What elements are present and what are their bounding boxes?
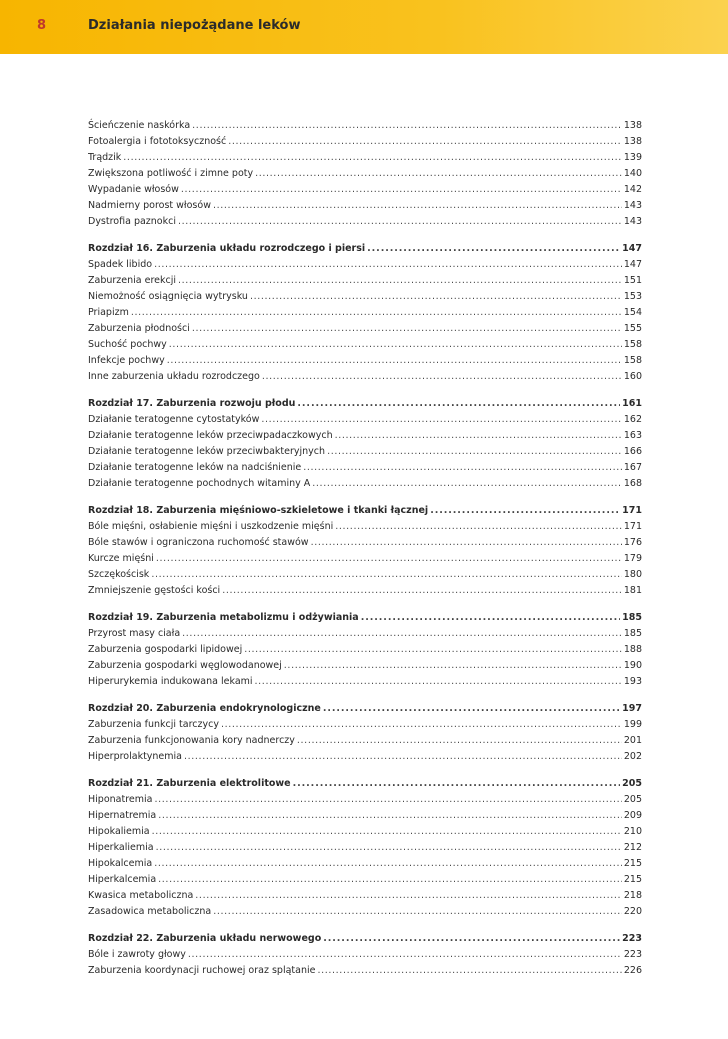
toc-entry-title: Bóle mięśni, osłabienie mięśni i uszkodzenie mięśni bbox=[88, 521, 334, 532]
toc-leader-dots bbox=[284, 658, 622, 674]
toc-leader-dots bbox=[255, 674, 622, 690]
toc-leader-dots bbox=[361, 610, 620, 626]
toc-entry-title: Działanie teratogenne leków na nadciśnienie bbox=[88, 462, 302, 473]
toc-entry-row bbox=[88, 808, 642, 824]
toc-page-number: 185 bbox=[623, 628, 642, 639]
toc-leader-dots bbox=[158, 872, 622, 888]
toc-entry-row bbox=[88, 198, 642, 214]
toc-leader-dots bbox=[312, 476, 622, 492]
toc-entry-row bbox=[88, 353, 642, 369]
toc-entry-row bbox=[88, 674, 642, 690]
toc-entry-row bbox=[88, 166, 642, 182]
toc-page-number: 171 bbox=[622, 505, 642, 516]
toc-chapter-row bbox=[88, 776, 642, 792]
toc-page-number: 158 bbox=[623, 339, 642, 350]
toc-entry-title: Działanie teratogenne pochodnych witaminy A bbox=[88, 478, 311, 489]
toc-entry-row bbox=[88, 872, 642, 888]
toc-leader-dots bbox=[158, 808, 622, 824]
toc-leader-dots bbox=[250, 289, 622, 305]
toc-entry-title: Suchość pochwy bbox=[88, 339, 167, 350]
toc-entry-row bbox=[88, 337, 642, 353]
toc-leader-dots bbox=[317, 963, 621, 979]
toc-page-number: 188 bbox=[623, 644, 642, 655]
toc-entry-row bbox=[88, 642, 642, 658]
toc-leader-dots bbox=[303, 460, 622, 476]
toc-entry-row bbox=[88, 658, 642, 674]
toc-leader-dots bbox=[184, 749, 622, 765]
toc-page-number: 199 bbox=[623, 719, 642, 730]
toc-entry-row bbox=[88, 369, 642, 385]
toc-leader-dots bbox=[156, 840, 622, 856]
toc-leader-dots bbox=[181, 182, 622, 198]
toc-entry-row bbox=[88, 824, 642, 840]
toc-entry-title: Hipokaliemia bbox=[88, 826, 150, 837]
toc-entry-row bbox=[88, 904, 642, 920]
toc-page-number: 143 bbox=[623, 200, 642, 211]
toc-page-number: 153 bbox=[623, 291, 642, 302]
toc-leader-dots bbox=[151, 567, 622, 583]
toc-page-number: 197 bbox=[622, 703, 642, 714]
toc-entry-row bbox=[88, 840, 642, 856]
toc-leader-dots bbox=[182, 626, 622, 642]
table-of-contents bbox=[88, 118, 642, 979]
toc-page-number: 151 bbox=[623, 275, 642, 286]
toc-page-number: 179 bbox=[623, 553, 642, 564]
toc-entry-row bbox=[88, 182, 642, 198]
toc-entry-row bbox=[88, 460, 642, 476]
toc-chapter-row bbox=[88, 241, 642, 257]
toc-leader-dots bbox=[195, 888, 622, 904]
running-title: Działania niepożądane leków bbox=[88, 18, 301, 33]
toc-page-number: 215 bbox=[623, 858, 642, 869]
toc-page-number: 139 bbox=[623, 152, 642, 163]
toc-leader-dots bbox=[167, 353, 622, 369]
toc-page-number: 205 bbox=[622, 778, 642, 789]
toc-entry-title: Zmniejszenie gęstości kości bbox=[88, 585, 221, 596]
toc-entry-title: Zaburzenia erekcji bbox=[88, 275, 177, 286]
toc-entry-row bbox=[88, 134, 642, 150]
toc-entry-row bbox=[88, 535, 642, 551]
toc-page-number: 223 bbox=[622, 933, 642, 944]
toc-page-number: 212 bbox=[623, 842, 642, 853]
toc-leader-dots bbox=[430, 503, 620, 519]
toc-entry-title: Hiperurykemia indukowana lekami bbox=[88, 676, 253, 687]
toc-entry-row bbox=[88, 118, 642, 134]
toc-entry-row bbox=[88, 428, 642, 444]
toc-entry-row bbox=[88, 888, 642, 904]
toc-leader-dots bbox=[262, 369, 622, 385]
toc-leader-dots bbox=[154, 792, 621, 808]
toc-entry-row bbox=[88, 626, 642, 642]
page-number: 8 bbox=[37, 18, 47, 33]
toc-entry-title: Dystrofia paznokci bbox=[88, 216, 176, 227]
toc-entry-row bbox=[88, 412, 642, 428]
toc-leader-dots bbox=[213, 904, 622, 920]
toc-chapter-title: Rozdział 16. Zaburzenia układu rozrodczego i piersi bbox=[88, 243, 366, 254]
toc-entry-row bbox=[88, 519, 642, 535]
toc-entry-title: Zasadowica metaboliczna bbox=[88, 906, 212, 917]
toc-entry-title: Niemożność osiągnięcia wytrysku bbox=[88, 291, 248, 302]
toc-chapter-title: Rozdział 20. Zaburzenia endokrynologiczne bbox=[88, 703, 321, 714]
toc-entry-title: Hipokalcemia bbox=[88, 858, 153, 869]
toc-chapter-row bbox=[88, 931, 642, 947]
toc-entry-row bbox=[88, 273, 642, 289]
toc-leader-dots bbox=[367, 241, 620, 257]
toc-entry-row bbox=[88, 792, 642, 808]
toc-entry-title: Działanie teratogenne cytostatyków bbox=[88, 414, 260, 425]
toc-leader-dots bbox=[192, 321, 622, 337]
toc-leader-dots bbox=[244, 642, 622, 658]
toc-leader-dots bbox=[178, 214, 622, 230]
toc-entry-title: Nadmierny porost włosów bbox=[88, 200, 211, 211]
toc-entry-row bbox=[88, 583, 642, 599]
toc-entry-row bbox=[88, 856, 642, 872]
toc-leader-dots bbox=[261, 412, 621, 428]
toc-entry-title: Trądzik bbox=[88, 152, 122, 163]
toc-chapter-title: Rozdział 18. Zaburzenia mięśniowo-szkieletowe i tkanki łącznej bbox=[88, 505, 429, 516]
toc-leader-dots bbox=[311, 535, 622, 551]
toc-page-number: 201 bbox=[623, 735, 642, 746]
toc-entry-title: Spadek libido bbox=[88, 259, 153, 270]
toc-leader-dots bbox=[123, 150, 622, 166]
toc-page-number: 167 bbox=[623, 462, 642, 473]
toc-entry-title: Hiponatremia bbox=[88, 794, 153, 805]
toc-entry-title: Szczękościsk bbox=[88, 569, 150, 580]
toc-page-number: 202 bbox=[623, 751, 642, 762]
toc-entry-row bbox=[88, 257, 642, 273]
toc-leader-dots bbox=[154, 257, 622, 273]
toc-page-number: 162 bbox=[623, 414, 642, 425]
toc-page-number: 138 bbox=[623, 120, 642, 131]
toc-entry-title: Bóle i zawroty głowy bbox=[88, 949, 186, 960]
toc-entry-title: Zaburzenia gospodarki lipidowej bbox=[88, 644, 243, 655]
toc-entry-title: Kwasica metaboliczna bbox=[88, 890, 194, 901]
toc-page-number: 154 bbox=[623, 307, 642, 318]
toc-page-number: 215 bbox=[623, 874, 642, 885]
toc-entry-row bbox=[88, 551, 642, 567]
toc-leader-dots bbox=[152, 824, 622, 840]
toc-entry-title: Działanie teratogenne leków przeciwpadaczkowych bbox=[88, 430, 333, 441]
toc-page-number: 171 bbox=[623, 521, 642, 532]
toc-page-number: 226 bbox=[623, 965, 642, 976]
toc-page-number: 168 bbox=[623, 478, 642, 489]
toc-leader-dots bbox=[156, 551, 622, 567]
toc-entry-row bbox=[88, 289, 642, 305]
toc-page-number: 193 bbox=[623, 676, 642, 687]
toc-entry-title: Kurcze mięśni bbox=[88, 553, 154, 564]
toc-entry-row bbox=[88, 321, 642, 337]
toc-entry-title: Zaburzenia płodności bbox=[88, 323, 190, 334]
toc-entry-title: Zaburzenia funkcji tarczycy bbox=[88, 719, 219, 730]
toc-page-number: 140 bbox=[623, 168, 642, 179]
toc-page-number: 205 bbox=[623, 794, 642, 805]
toc-page-number: 163 bbox=[623, 430, 642, 441]
toc-entry-title: Zaburzenia funkcjonowania kory nadnerczy bbox=[88, 735, 295, 746]
toc-leader-dots bbox=[293, 776, 621, 792]
toc-leader-dots bbox=[131, 305, 622, 321]
toc-chapter-row bbox=[88, 610, 642, 626]
toc-page-number: 181 bbox=[623, 585, 642, 596]
toc-entry-title: Bóle stawów i ograniczona ruchomość stawów bbox=[88, 537, 309, 548]
toc-entry-row bbox=[88, 749, 642, 765]
toc-leader-dots bbox=[255, 166, 622, 182]
toc-page-number: 223 bbox=[623, 949, 642, 960]
toc-page-number: 190 bbox=[623, 660, 642, 671]
toc-entry-row bbox=[88, 733, 642, 749]
toc-page-number: 158 bbox=[623, 355, 642, 366]
toc-entry-title: Hiperprolaktynemia bbox=[88, 751, 182, 762]
toc-leader-dots bbox=[335, 519, 622, 535]
toc-page-number: 180 bbox=[623, 569, 642, 580]
toc-entry-title: Hiperkalcemia bbox=[88, 874, 157, 885]
toc-leader-dots bbox=[297, 733, 622, 749]
toc-leader-dots bbox=[178, 273, 622, 289]
toc-page-number: 142 bbox=[623, 184, 642, 195]
toc-page-number: 185 bbox=[622, 612, 642, 623]
toc-entry-row bbox=[88, 476, 642, 492]
toc-page-number: 155 bbox=[623, 323, 642, 334]
toc-page-number: 176 bbox=[623, 537, 642, 548]
toc-entry-title: Zaburzenia gospodarki węglowodanowej bbox=[88, 660, 282, 671]
toc-page-number: 210 bbox=[623, 826, 642, 837]
toc-chapter-row bbox=[88, 701, 642, 717]
toc-leader-dots bbox=[222, 583, 622, 599]
toc-page-number: 138 bbox=[623, 136, 642, 147]
toc-entry-row bbox=[88, 717, 642, 733]
toc-leader-dots bbox=[335, 428, 622, 444]
toc-chapter-title: Rozdział 19. Zaburzenia metabolizmu i odżywiania bbox=[88, 612, 359, 623]
toc-leader-dots bbox=[154, 856, 622, 872]
toc-entry-title: Wypadanie włosów bbox=[88, 184, 179, 195]
toc-entry-title: Ścieńczenie naskórka bbox=[88, 120, 191, 131]
toc-entry-title: Przyrost masy ciała bbox=[88, 628, 181, 639]
toc-entry-row bbox=[88, 567, 642, 583]
toc-page-number: 220 bbox=[623, 906, 642, 917]
toc-entry-title: Działanie teratogenne leków przeciwbakteryjnych bbox=[88, 446, 326, 457]
toc-entry-row bbox=[88, 150, 642, 166]
toc-entry-title: Inne zaburzenia układu rozrodczego bbox=[88, 371, 260, 382]
toc-page-number: 160 bbox=[623, 371, 642, 382]
toc-entry-row bbox=[88, 214, 642, 230]
toc-leader-dots bbox=[323, 931, 620, 947]
toc-leader-dots bbox=[297, 396, 620, 412]
toc-leader-dots bbox=[169, 337, 622, 353]
toc-entry-row bbox=[88, 305, 642, 321]
toc-chapter-title: Rozdział 22. Zaburzenia układu nerwowego bbox=[88, 933, 322, 944]
toc-entry-row bbox=[88, 444, 642, 460]
toc-chapter-row bbox=[88, 503, 642, 519]
toc-page-number: 143 bbox=[623, 216, 642, 227]
toc-entry-row bbox=[88, 947, 642, 963]
toc-chapter-row bbox=[88, 396, 642, 412]
toc-page-number: 147 bbox=[622, 243, 642, 254]
toc-page-number: 218 bbox=[623, 890, 642, 901]
toc-page-number: 209 bbox=[623, 810, 642, 821]
toc-leader-dots bbox=[221, 717, 622, 733]
toc-entry-row bbox=[88, 963, 642, 979]
toc-page-number: 166 bbox=[623, 446, 642, 457]
toc-entry-title: Hipernatremia bbox=[88, 810, 157, 821]
toc-leader-dots bbox=[188, 947, 622, 963]
toc-leader-dots bbox=[323, 701, 620, 717]
toc-chapter-title: Rozdział 17. Zaburzenia rozwoju płodu bbox=[88, 398, 296, 409]
page-header bbox=[0, 0, 728, 54]
toc-page-number: 147 bbox=[623, 259, 642, 270]
toc-page-number: 161 bbox=[622, 398, 642, 409]
toc-entry-title: Priapizm bbox=[88, 307, 129, 318]
toc-entry-title: Zaburzenia koordynacji ruchowej oraz splątanie bbox=[88, 965, 316, 976]
toc-leader-dots bbox=[192, 118, 622, 134]
toc-leader-dots bbox=[213, 198, 622, 214]
toc-entry-title: Fotoalergia i fototoksyczność bbox=[88, 136, 227, 147]
toc-chapter-title: Rozdział 21. Zaburzenia elektrolitowe bbox=[88, 778, 291, 789]
toc-entry-title: Zwiększona potliwość i zimne poty bbox=[88, 168, 254, 179]
toc-leader-dots bbox=[228, 134, 622, 150]
toc-entry-title: Hiperkaliemia bbox=[88, 842, 154, 853]
toc-leader-dots bbox=[327, 444, 622, 460]
toc-entry-title: Infekcje pochwy bbox=[88, 355, 165, 366]
